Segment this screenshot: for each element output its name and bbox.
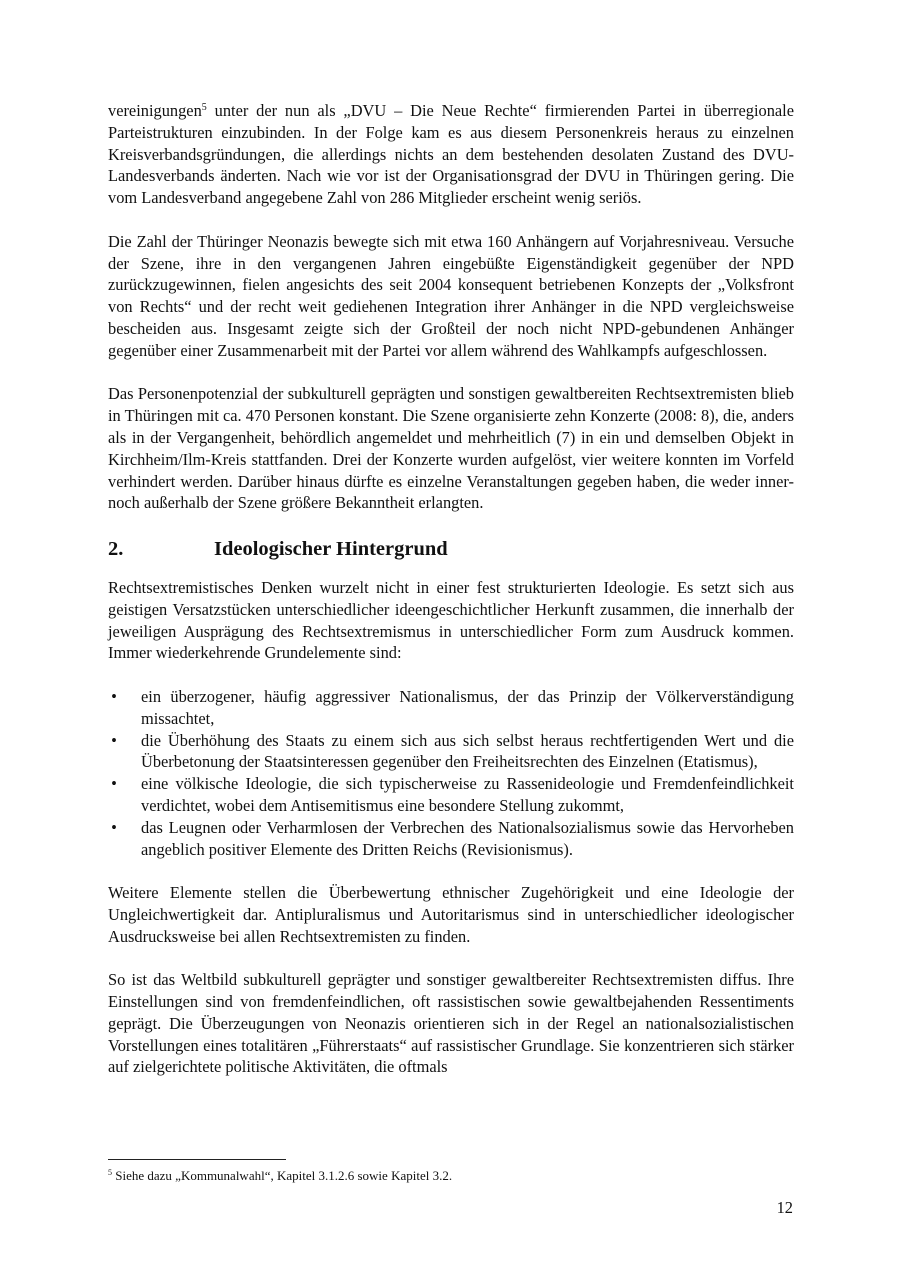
section-title: Ideologischer Hintergrund	[214, 537, 448, 560]
paragraph-further-elements: Weitere Elemente stellen die Überbewertung ethnischer Zugehörigkeit und eine Ideologie der Ungleichwertigkeit dar. Antipluralismus und Autoritarismus sind in unterschiedlicher ideologischer Ausdrucksweise bei allen Rechtsextremisten zu finden.	[108, 883, 794, 946]
bullet-icon: •	[111, 686, 117, 706]
paragraph-dvu-party	[108, 100, 794, 209]
section-number: 2.	[108, 537, 124, 560]
list-item	[108, 686, 794, 730]
footnote-text: Siehe dazu „Kommunalwahl“, Kapitel 3.1.2.6 sowie Kapitel 3.2.	[112, 1168, 453, 1183]
list-item-text: die Überhöhung des Staats zu einem sich aus sich selbst heraus rechtfertigenden Wert und die Überbetonung der Staatsinteressen gegenüber den Freiheitsrechten des Einzelnen (Etatismus),	[141, 730, 794, 772]
page-number: 12	[776, 1198, 793, 1217]
paragraph-text-start: vereinigungen	[108, 101, 202, 120]
list-item	[108, 817, 794, 861]
footnote-marker: 5	[108, 1168, 112, 1177]
list-item	[108, 730, 794, 774]
bullet-icon: •	[111, 817, 117, 837]
list-item-text: eine völkische Ideologie, die sich typischerweise zu Rassenideologie und Fremdenfeindlichkeit verdichtet, wobei dem Antisemitismus eine besondere Stellung zukommt,	[141, 774, 794, 815]
paragraph-ideology-intro: Rechtsextremistisches Denken wurzelt nicht in einer fest strukturierten Ideologie. Es setzt sich aus geistigen Versatzstücken unterschiedlicher ideengeschichtlicher Herkunft zusammen, die innerhalb der jeweiligen Ausprägung des Rechtsextremismus in unterschiedlicher Form zum Ausdruck kommen. Immer wiederkehrende Grundelemente sind:	[108, 577, 794, 663]
paragraph-subculture: Das Personenpotenzial der subkulturell geprägten und sonstigen gewaltbereiten Rechtsextremisten blieb in Thüringen mit ca. 470 Personen konstant. Die Szene organisierte zehn Konzerte (2008: 8), die, anders als in der Vergangenheit, behördlich angemeldet und mehrheitlich (7) in ein und demselben Objekt in Kirchheim/Ilm-Kreis stattfanden. Drei der Konzerte wurden aufgelöst, vier weitere konnten im Vorfeld verhindert werden. Darüber hinaus dürfte es einzelne Veranstaltungen gegeben haben, die weder inner- noch außerhalb der Szene größere Bekanntheit erlangten.	[108, 384, 794, 513]
list-item	[108, 773, 794, 817]
list-item-text: das Leugnen oder Verharmlosen der Verbrechen des Nationalsozialismus sowie das Hervorheben angeblich positiver Elemente des Dritten Reichs (Revisionismus).	[141, 817, 794, 859]
bullet-icon: •	[111, 730, 117, 750]
bullet-list	[108, 686, 794, 860]
list-item-text: ein überzogener, häufig aggressiver Nationalismus, der das Prinzip der Völkerverständigung missachtet,	[141, 686, 794, 728]
bullet-icon: •	[111, 774, 117, 794]
footnote	[108, 1167, 452, 1184]
paragraph-neonazis: Die Zahl der Thüringer Neonazis bewegte sich mit etwa 160 Anhängern auf Vorjahresniveau. Versuche der Szene, ihre in den vergangenen Jahren eingebüßte Eigenständigkeit gegenüber der NPD zurückzugewinnen, fielen angesichts des seit 2004 konsequent betriebenen Konzepts der „Volksfront von Rechts“ und der recht weit gediehenen Integration ihrer Anhänger in die NPD vergleichsweise bescheiden aus. Insgesamt zeigte sich der Großteil der noch nicht NPD-gebundenen Anhänger gegenüber einer Zusammenarbeit mit der Partei vor allem während des Wahlkampfs aufgeschlossen.	[108, 231, 794, 360]
section-heading	[108, 536, 794, 562]
paragraph-worldview: So ist das Weltbild subkulturell geprägter und sonstiger gewaltbereiter Rechtsextremisten diffus. Ihre Einstellungen sind von fremdenfeindlichen, oft rassistischen sowie gewaltbejahenden Ressentiments geprägt. Die Überzeugungen von Neonazis orientieren sich in der Regel an nationalsozialistischen Vorstellungen eines totalitären „Führerstaats“ auf rassistischer Grundlage. Sie konzentrieren sich stärker auf zielgerichtete politische Aktivitäten, die oftmals	[108, 970, 794, 1077]
paragraph-text-rest: unter der nun als „DVU – Die Neue Rechte“ firmierenden Partei in überregionale Parteistrukturen einzubinden. In der Folge kam es aus diesem Personenkreis heraus zu einzelnen Kreisverbandsgründungen, die allerdings nichts an dem bestehenden desolaten Zustand des DVU-Landesverbands änderten. Nach wie vor ist der Organisationsgrad der DVU in Thüringen gering. Die vom Landesverband angegebene Zahl von 286 Mitglieder erscheint wenig seriös.	[108, 101, 794, 208]
footnote-divider	[108, 1159, 286, 1160]
footnote-reference[interactable]: 5	[201, 102, 207, 113]
document-page	[108, 100, 794, 1100]
